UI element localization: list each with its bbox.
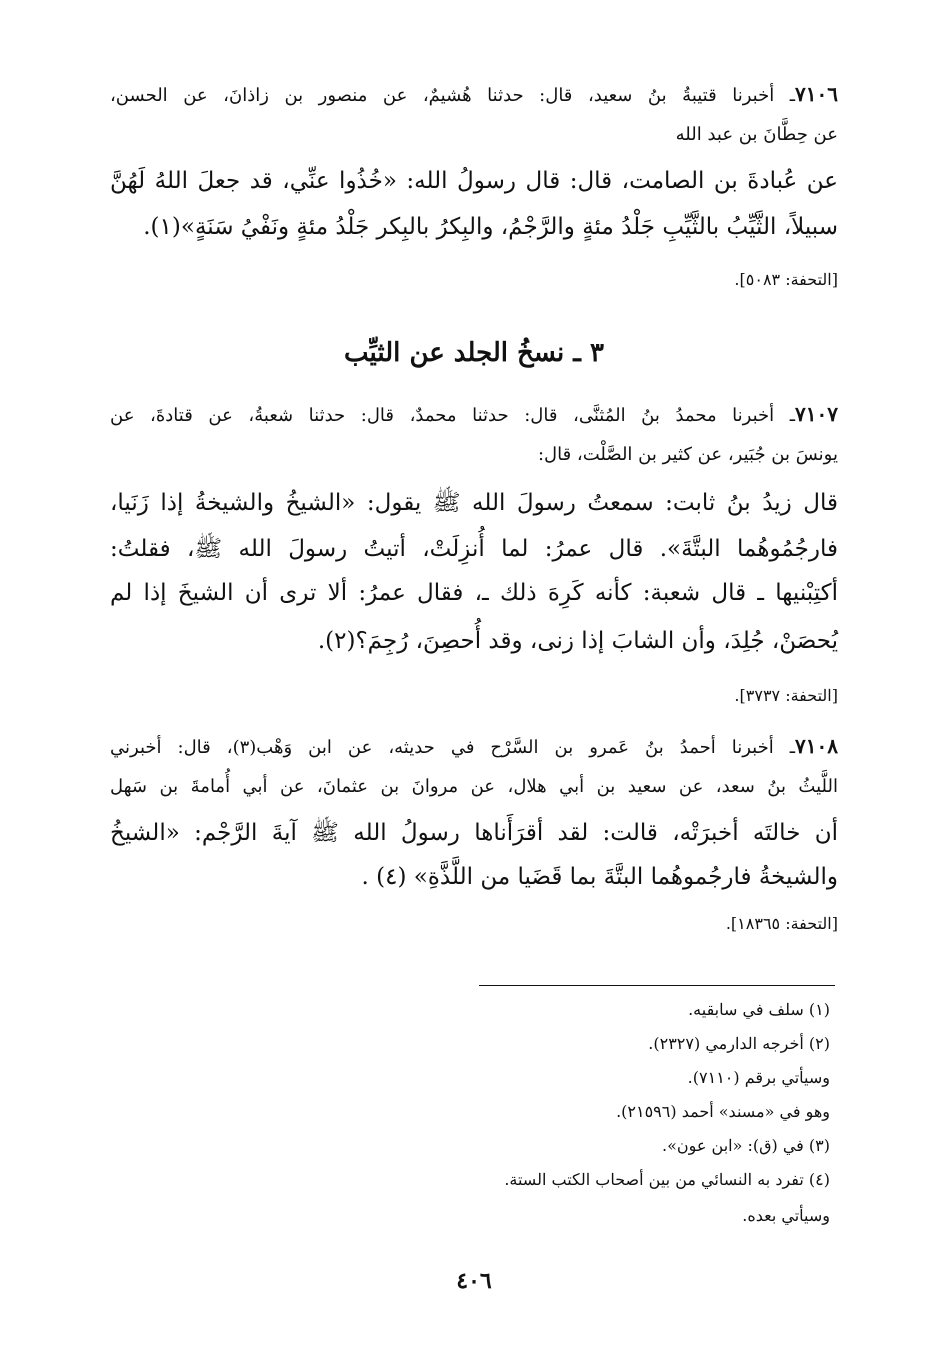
footnote-4-continuation: وسيأتي بعده. (742, 1206, 830, 1225)
hadith-7107-matn-line-3: أكتِبْنيها ـ قال شعبة: كأنه كَرِهَ ذلك ـ، فقال عمرُ: ألا ترى أن الشيخَ إذا لم (110, 580, 838, 606)
footnote-1: (١) سلف في سابقيه. (688, 1000, 830, 1019)
hadith-number-7108: ٧١٠٨ (795, 734, 838, 758)
hadith-7107-tuhfa: [التحفة: ٣٧٣٧]. (734, 686, 838, 705)
hadith-7107-isnad-line-1: ٧١٠٧ـ أخبرنا محمدُ بنُ المُثنَّى، قال: حدثنا محمدٌ، قال: حدثنا شعبةُ، عن قتادةَ، عن (110, 402, 838, 426)
hadith-7108-isnad-line-2: اللَّيثُ بنُ سعد، عن سعيد بن أبي هلال، عن مروانَ بن عثمانَ، عن أبي أُمامةَ بن سَهل (110, 776, 838, 797)
footnote-4: (٤) تفرد به النسائي من بين أصحاب الكتب الستة. (504, 1170, 830, 1189)
hadith-7106-isnad-line-1: ٧١٠٦ـ أخبرنا قتيبةُ بنُ سعيد، قال: حدثنا هُشيمٌ، عن منصور بن زاذانَ، عن الحسن، (110, 82, 838, 106)
section-heading: ٣ ـ نسخُ الجلد عن الثيِّب (344, 338, 604, 368)
hadith-7107-matn-line-4: يُحصَنْ، جُلِدَ، وأن الشابَ إذا زنى، وقد أُحصِنَ، رُجِمَ؟(٢). (317, 628, 838, 654)
hadith-7106-isnad-line-2: عن حِطَّانَ بن عبد الله (675, 124, 838, 145)
footnote-2-continuation-1: وسيأتي برقم (٧١١٠). (687, 1068, 830, 1087)
footnote-2-continuation-2: وهو في «مسند» أحمد (٢١٥٩٦). (616, 1102, 830, 1121)
hadith-7108-tuhfa: [التحفة: ١٨٣٦٥]. (725, 914, 838, 933)
footnote-separator (479, 985, 835, 986)
hadith-7106-matn-line-2: سبيلاً، الثَّيِّبُ بالثَّيِّبِ جَلْدُ مئةٍ والرَّجْمُ، والبِكرُ بالبِكر جَلْدُ مئةٍ ونَفْيُ سَنَةٍ»(١). (143, 214, 838, 240)
hadith-number-7106: ٧١٠٦ (795, 82, 838, 106)
footnote-2: (٢) أخرجه الدارمي (٢٣٢٧). (648, 1034, 830, 1053)
hadith-7106-tuhfa: [التحفة: ٥٠٨٣]. (734, 270, 838, 289)
hadith-7107-matn-line-2: فارجُمُوهُما البتَّةَ». قال عمرُ: لما أُنزِلَتْ، أتيتُ رسولَ الله ﷺ، فقلتُ: (110, 536, 838, 562)
hadith-7106-matn-line-1: عن عُبادةَ بن الصامت، قال: قال رسولُ الله: «خُذُوا عنِّي، قد جعلَ اللهُ لَهُنَّ (110, 168, 838, 194)
hadith-7108-matn-line-1: أن خالتَه أخبرَتْه، قالت: لقد أقرَأَناها رسولُ الله ﷺ آيةَ الرَّجْم: «الشيخُ (110, 820, 838, 846)
hadith-7108-isnad-line-1: ٧١٠٨ـ أخبرنا أحمدُ بنُ عَمرو بن السَّرْح في حديثه، عن ابن وَهْب(٣)، قال: أخبرني (110, 734, 838, 758)
hadith-7108-matn-line-2: والشيخةُ فارجُموهُما البتَّةَ بما قَضَيا من اللَّذَّةِ» (٤) . (361, 864, 838, 890)
hadith-number-7107: ٧١٠٧ (795, 402, 838, 426)
hadith-7107-isnad-line-2: يونسَ بن جُبَير، عن كثير بن الصَّلْت، قال: (537, 444, 838, 465)
footnote-3: (٣) في (ق): «ابن عون». (661, 1136, 830, 1155)
hadith-7107-matn-line-1: قال زيدُ بنُ ثابت: سمعتُ رسولَ الله ﷺ يقول: «الشيخُ والشيخةُ إذا زَنَيا، (110, 490, 838, 516)
page-number: ٤٠٦ (456, 1268, 492, 1294)
